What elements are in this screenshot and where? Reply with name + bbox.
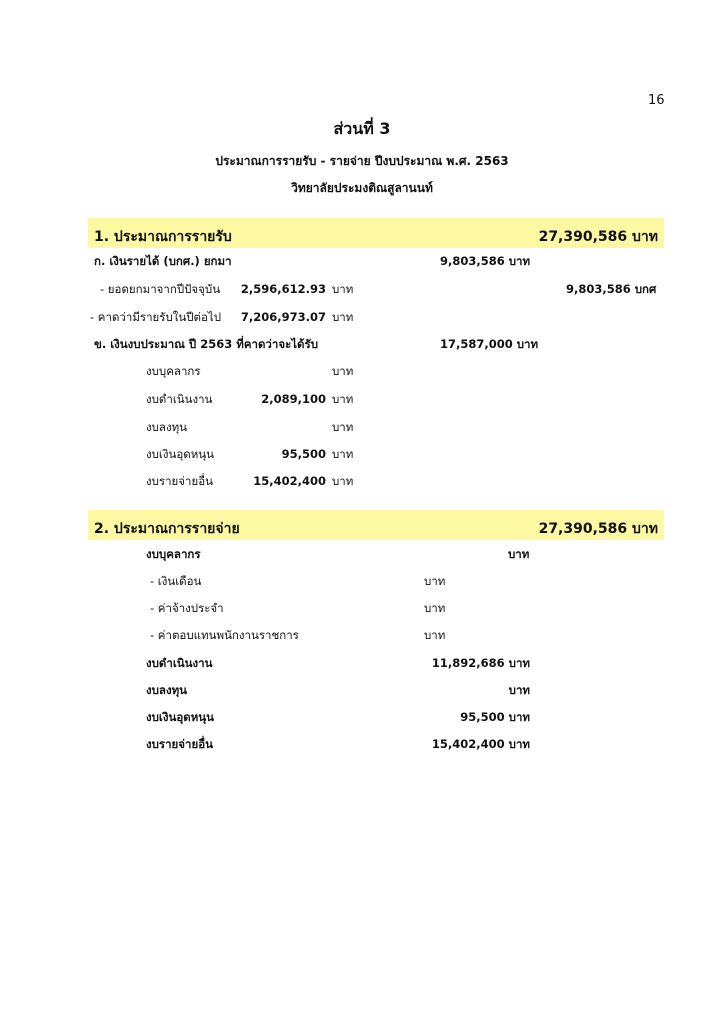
page-number: 16 xyxy=(648,93,665,108)
personnel-amount: บาท xyxy=(508,547,530,561)
budget-item-unit: บาท xyxy=(332,392,354,406)
expense-item-amount: 11,892,686 บาท xyxy=(431,656,530,670)
revenue-b-label: ข. เงินงบประมาณ ปี 2563 ที่คาดว่าจะได้รับ xyxy=(94,337,318,351)
expense-heading: 2. ประมาณการรายจ่าย xyxy=(94,521,240,537)
budget-item-amount: 2,089,100 xyxy=(261,392,326,406)
revenue-header-band xyxy=(88,218,664,248)
budget-item-amount: 95,500 xyxy=(281,447,326,461)
budget-item-label: งบดำเนินงาน xyxy=(146,392,213,406)
expense-header-band xyxy=(88,510,664,540)
budget-item-unit: บาท xyxy=(332,447,354,461)
expense-item-label: งบลงทุน xyxy=(146,683,188,697)
college-name: วิทยาลัยประมงติณสูลานนท์ xyxy=(291,181,433,195)
expense-item-amount: 15,402,400 บาท xyxy=(431,737,530,751)
budget-item-unit: บาท xyxy=(332,364,354,378)
revenue-a-label: ก. เงินรายได้ (บกศ.) ยกมา xyxy=(94,254,232,268)
revenue-b-amount: 17,587,000 บาท xyxy=(440,337,539,351)
expected-income-unit: บาท xyxy=(332,310,354,324)
budget-item-unit: บาท xyxy=(332,474,354,488)
carryover-note: 9,803,586 บกศ xyxy=(566,282,657,296)
personnel-label: งบบุคลากร xyxy=(146,547,201,561)
revenue-total: 27,390,586 บาท xyxy=(538,229,658,245)
revenue-heading: 1. ประมาณการรายรับ xyxy=(94,229,232,245)
personnel-sub-unit: บาท xyxy=(424,601,446,615)
budget-item-label: งบบุคลากร xyxy=(146,364,201,378)
expense-total: 27,390,586 บาท xyxy=(538,521,658,537)
budget-item-unit: บาท xyxy=(332,420,354,434)
expense-item-label: งบรายจ่ายอื่น xyxy=(146,737,213,751)
budget-item-amount: 15,402,400 xyxy=(253,474,326,488)
budget-item-label: งบเงินอุดหนุน xyxy=(146,447,215,461)
revenue-a-amount: 9,803,586 บาท xyxy=(440,254,531,268)
expected-income-amount: 7,206,973.07 xyxy=(240,310,326,324)
budget-item-label: งบรายจ่ายอื่น xyxy=(146,474,213,488)
personnel-sub-unit: บาท xyxy=(424,574,446,588)
section-title: ส่วนที่ 3 xyxy=(333,119,391,138)
expense-item-label: งบเงินอุดหนุน xyxy=(146,710,215,724)
expense-item-amount: บาท xyxy=(508,683,530,697)
document-subtitle: ประมาณการรายรับ - รายจ่าย ปีงบประมาณ พ.ศ. 2563 xyxy=(215,154,509,168)
personnel-sub-label: - เงินเดือน xyxy=(150,574,202,588)
personnel-sub-unit: บาท xyxy=(424,628,446,642)
expense-item-label: งบดำเนินงาน xyxy=(146,656,213,670)
expected-income-label: - คาดว่ามีรายรับในปีต่อไป xyxy=(90,310,222,324)
expense-item-amount: 95,500 บาท xyxy=(460,710,530,724)
budget-item-label: งบลงทุน xyxy=(146,420,188,434)
carryover-label: - ยอดยกมาจากปีปัจจุบัน xyxy=(100,282,221,296)
personnel-sub-label: - ค่าตอบแทนพนักงานราชการ xyxy=(150,628,299,642)
carryover-unit: บาท xyxy=(332,282,354,296)
personnel-sub-label: - ค่าจ้างประจำ xyxy=(150,601,224,615)
carryover-amount: 2,596,612.93 xyxy=(240,282,326,296)
